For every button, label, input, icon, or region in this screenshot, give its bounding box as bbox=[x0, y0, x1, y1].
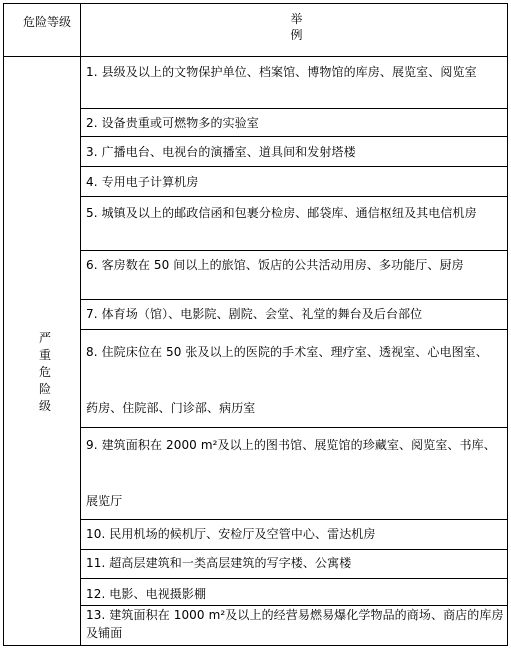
table-border-left bbox=[3, 3, 4, 646]
level-char: 险 bbox=[38, 382, 51, 396]
table-row: 6. 客房数在 50 间以上的旅馆、饭店的公共活动用房、多功能厅、厨房 bbox=[86, 258, 464, 272]
table-row-continuation: 药房、住院部、门诊部、病历室 bbox=[86, 401, 256, 415]
level-char: 重 bbox=[38, 348, 51, 362]
row-divider bbox=[80, 427, 508, 428]
table-row: 13. 建筑面积在 1000 m²及以上的经营易燃易爆化学物品的商场、商店的库房及铺面 bbox=[86, 608, 504, 640]
table-row: 5. 城镇及以上的邮政信函和包裹分检房、邮袋库、通信枢纽及其电信机房 bbox=[86, 206, 477, 220]
row-divider bbox=[80, 166, 508, 167]
level-char: 级 bbox=[38, 399, 51, 413]
header-divider bbox=[3, 56, 508, 57]
table-row: 11. 超高层建筑和一类高层建筑的写字楼、公寓楼 bbox=[86, 556, 352, 570]
header-hazard-level: 危险等级 bbox=[22, 15, 71, 29]
row-divider bbox=[80, 549, 508, 550]
header-examples bbox=[85, 11, 508, 43]
table-row: 2. 设备贵重或可燃物多的实验室 bbox=[86, 116, 259, 130]
hazard-level-value bbox=[27, 330, 63, 415]
table-row: 12. 电影、电视摄影棚 bbox=[86, 587, 207, 601]
table-row: 7. 体育场（馆）、电影院、剧院、会堂、礼堂的舞台及后台部位 bbox=[86, 307, 423, 321]
table-row: 3. 广播电台、电视台的演播室、道具间和发射塔楼 bbox=[86, 145, 356, 159]
table-row: 4. 专用电子计算机房 bbox=[86, 175, 199, 189]
header-examples-line2: 例 bbox=[290, 28, 303, 42]
table-row: 9. 建筑面积在 2000 m²及以上的图书馆、展览馆的珍藏室、阅览室、书库、 bbox=[86, 438, 496, 452]
table-row-continuation: 展览厅 bbox=[86, 494, 123, 508]
row-divider bbox=[80, 108, 508, 109]
row-divider bbox=[80, 136, 508, 137]
level-char: 危 bbox=[38, 365, 51, 379]
table-row: 10. 民用机场的候机厅、安检厅及空管中心、雷达机房 bbox=[86, 527, 376, 541]
row-divider bbox=[80, 299, 508, 300]
hazard-level-table bbox=[3, 3, 508, 646]
row-divider bbox=[80, 578, 508, 579]
table-border-bottom bbox=[3, 645, 508, 646]
table-row: 8. 住院床位在 50 张及以上的医院的手术室、理疗室、透视室、心电图室、 bbox=[86, 345, 488, 359]
row-divider bbox=[80, 329, 508, 330]
level-char: 严 bbox=[38, 331, 51, 345]
table-row: 1. 县级及以上的文物保护单位、档案馆、博物馆的库房、展览室、阅览室 bbox=[86, 65, 477, 79]
header-examples-line1: 举 bbox=[290, 12, 303, 26]
row-divider bbox=[80, 250, 508, 251]
row-divider bbox=[80, 196, 508, 197]
table-border-top bbox=[3, 3, 508, 4]
row-divider bbox=[80, 519, 508, 520]
